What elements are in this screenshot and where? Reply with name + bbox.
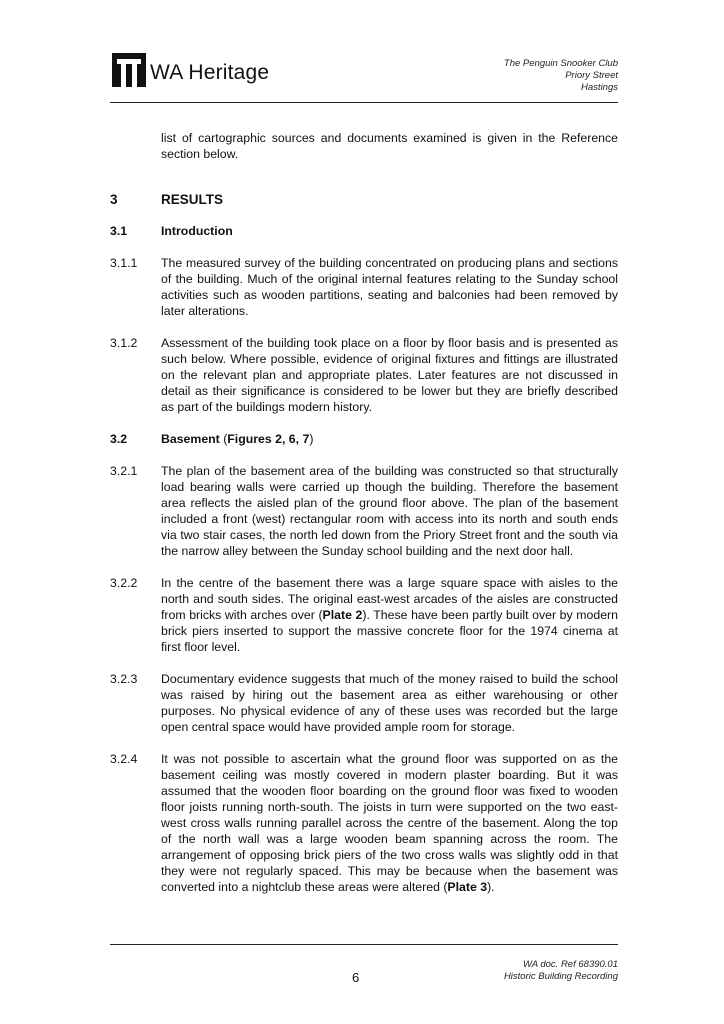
plate-reference: Plate 2 [322, 608, 363, 622]
paragraph-3-2-1 [110, 463, 618, 559]
paragraph-number: 3.2.4 [110, 752, 138, 766]
footer-line-2: Historic Building Recording [503, 971, 618, 982]
paragraph-3-1-1 [110, 255, 618, 319]
paragraph-3-2-2 [110, 575, 618, 655]
footer-rule [110, 944, 618, 945]
logo-text: WA Heritage [150, 61, 270, 84]
subsection-number: 3.2 [110, 432, 128, 446]
header-project-info [504, 58, 618, 94]
section-number: 3 [110, 192, 118, 207]
section-heading-3 [110, 192, 618, 208]
logo [112, 51, 269, 89]
figure-ref-close: ) [309, 432, 314, 446]
paragraph-text: It was not possible to ascertain what the ground floor was supported on as the basement ceiling was mostly covered in modern plaster boarding. But it was assumed that the wooden floor boarding on the ground floor was fixed to wooden floor joists running north-south. The joists in turn were supported on the two east-west cross walls running parallel across the centre of the basement. Along the top of the north wall was a large wooden beam spanning across the room. The arrangement of opposing brick piers of the two cross walls was slightly odd in that they were not regularly spaced. This may be because when the basement was converted into a nightclub these areas were altered (Plate 3). [161, 752, 618, 894]
section-title: RESULTS [161, 192, 224, 207]
page-number: 6 [352, 970, 360, 985]
paragraph-text: In the centre of the basement there was a large square space with aisles to the north and south sides. The original east-west arcades of the aisles are constructed from bricks with arches over (Plate 2). These have been partly built over by modern brick piers inserted to support the massive concrete floor for the 1974 cinema at first floor level. [161, 576, 618, 654]
subsection-heading-3-2 [110, 431, 618, 447]
paragraph-text: The plan of the basement area of the building was constructed so that structurally load bearing walls were carried up though the building. Therefore the basement area reflects the aisled plan of the ground floor above. The plan of the basement included a front (west) rectangular room with access into its north and south ends via two stair cases, the north led down from the Priory Street front and the south via the narrow alley between the Sunday school building and the next door hall. [161, 464, 618, 558]
paragraph-3-2-3 [110, 671, 618, 735]
paragraph-3-2-4 [110, 751, 618, 895]
subsection-heading-3-1 [110, 223, 618, 239]
paragraph-number: 3.2.3 [110, 672, 138, 686]
header-line-1: The Penguin Snooker Club [503, 58, 618, 69]
subsection-title: Introduction [161, 224, 233, 238]
figure-ref-open: ( [219, 432, 228, 446]
paragraph-3-1-2 [110, 335, 618, 415]
subsection-number: 3.1 [110, 224, 128, 238]
paragraph-text: Assessment of the building took place on a floor by floor basis and is presented as such below. Where possible, evidence of original fixtures and fittings are illustrated on the relevant plan and appropriate plates. Later features are not discussed in detail as their significance is considered to be lower but they are briefly described as part of the buildings modern history. [161, 336, 618, 414]
figure-reference: Figures 2, 6, 7 [227, 432, 310, 446]
footer-doc-info [504, 959, 618, 983]
document-body [110, 130, 618, 911]
paragraph-text: list of cartographic sources and documents examined is given in the Reference section below. [161, 131, 618, 161]
paragraph-text: Documentary evidence suggests that much of the money raised to build the school was raised by hiring out the basement area as either warehousing or other purposes. No physical evidence of any of these uses was recorded but the large open central space would have provided ample room for storage. [161, 672, 618, 734]
plate-reference: Plate 3 [447, 880, 488, 894]
paragraph-number: 3.2.2 [110, 576, 138, 590]
footer-line-1: WA doc. Ref 68390.01 [522, 959, 618, 970]
subsection-title: Basement [161, 432, 220, 446]
paragraph-number: 3.2.1 [110, 464, 138, 478]
wa-logo-icon [112, 53, 146, 87]
header-rule [110, 102, 618, 103]
paragraph-number: 3.1.1 [110, 256, 138, 270]
header-line-2: Priory Street [565, 70, 618, 81]
header-line-3: Hastings [581, 82, 618, 93]
paragraph-continuation [110, 130, 618, 162]
paragraph-number: 3.1.2 [110, 336, 138, 350]
paragraph-text: The measured survey of the building concentrated on producing plans and sections of the building. Much of the original internal features relating to the Sunday school activities such as wooden partitions, seating and balconies had been removed by later alterations. [161, 256, 618, 318]
